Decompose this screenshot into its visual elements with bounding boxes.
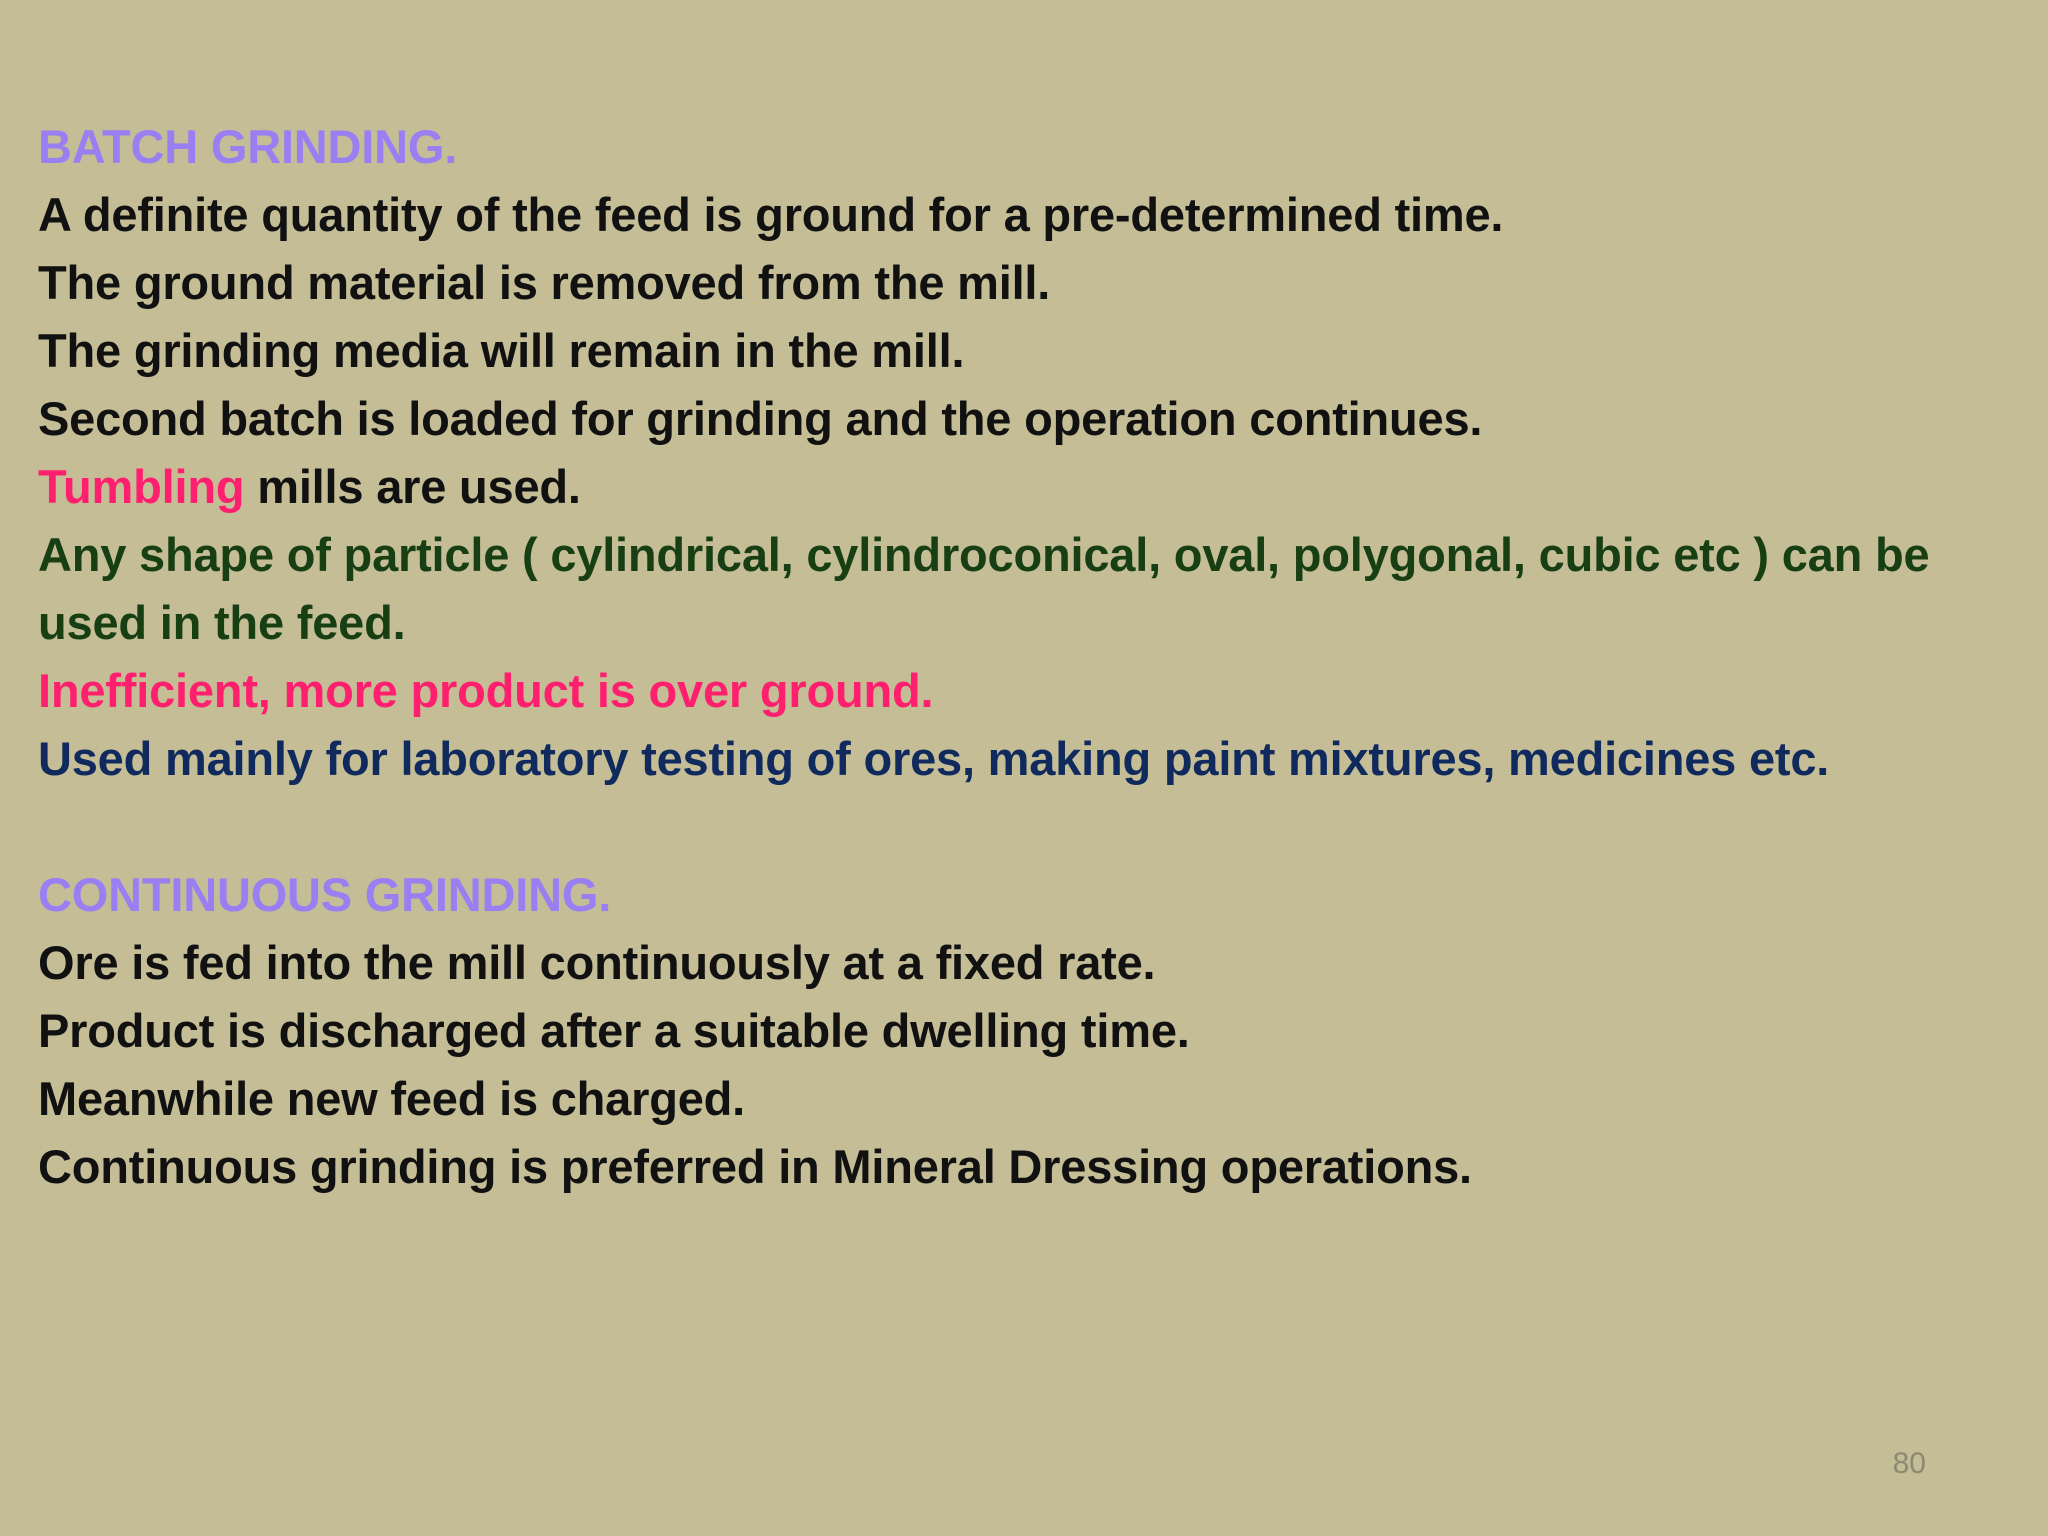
continuous-line-2: Product is discharged after a suitable dwelling time. [38,1004,1190,1057]
continuous-grinding-heading: CONTINUOUS GRINDING. [38,868,612,921]
shape-line: Any shape of particle ( cylindrical, cylindroconical, oval, polygonal, cubic etc ) can be used in the feed. [38,528,1930,649]
batch-line-2: The ground material is removed from the mill. [38,256,1051,309]
tumbling-highlight: Tumbling [38,460,245,513]
tumbling-line [38,453,2028,521]
section-spacer [38,793,2028,861]
batch-line-4: Second batch is loaded for grinding and the operation continues. [38,392,1483,445]
continuous-line-4: Continuous grinding is preferred in Mineral Dressing operations. [38,1140,1472,1193]
batch-grinding-heading: BATCH GRINDING. [38,120,458,173]
page-number: 80 [1892,1447,1926,1480]
slide-content [38,113,2028,1201]
inefficient-line: Inefficient, more product is over ground. [38,664,934,717]
continuous-line-1: Ore is fed into the mill continuously at a fixed rate. [38,936,1156,989]
tumbling-rest: mills are used. [244,460,581,513]
batch-line-3: The grinding media will remain in the mill. [38,324,965,377]
batch-line-1: A definite quantity of the feed is ground for a pre-determined time. [38,188,1504,241]
usage-line: Used mainly for laboratory testing of ores, making paint mixtures, medicines etc. [38,732,1830,785]
continuous-line-3: Meanwhile new feed is charged. [38,1072,746,1125]
